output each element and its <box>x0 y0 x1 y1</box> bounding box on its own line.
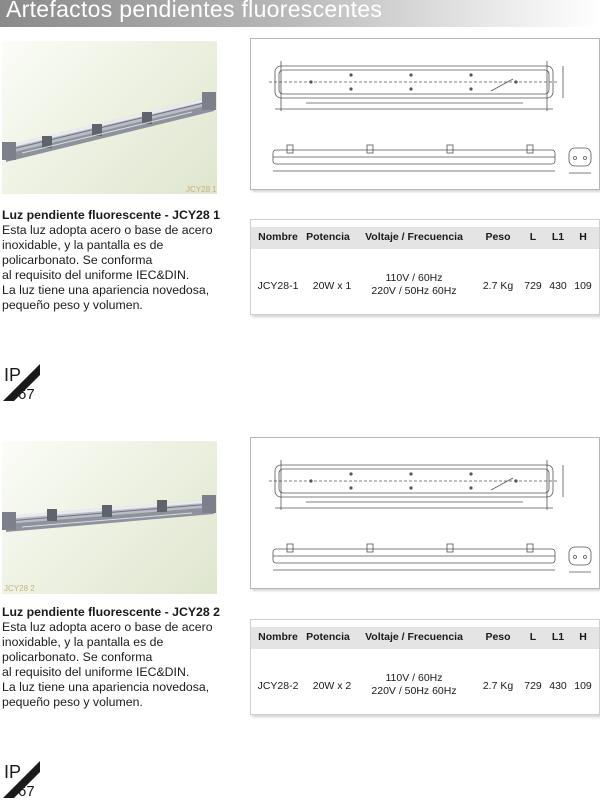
header-h: H <box>579 631 587 643</box>
cell-l1: 430 <box>549 280 567 292</box>
header-banner <box>0 0 600 27</box>
spec-table <box>250 219 600 315</box>
ip-rating-icon <box>3 761 40 798</box>
description-line: inoxidable, y la pantalla es de <box>2 238 164 252</box>
spec-table <box>250 619 600 715</box>
svg-text:IP: IP <box>4 365 22 385</box>
fixture-dimension-drawing <box>251 438 599 588</box>
product-title: Luz pendiente fluorescente - JCY28 2 <box>2 605 220 619</box>
header-peso: Peso <box>485 631 511 643</box>
svg-text:67: 67 <box>18 386 35 401</box>
header-voltaje: Voltaje / Frecuencia <box>365 631 463 643</box>
header-voltaje: Voltaje / Frecuencia <box>365 231 463 243</box>
spec-table-header <box>251 627 599 649</box>
cell-l: 729 <box>524 280 542 292</box>
header-potencia: Potencia <box>306 231 350 243</box>
product-photo <box>2 41 217 194</box>
cell-h: 109 <box>574 280 592 292</box>
cell-voltaje-2: 220V / 50Hz 60Hz <box>371 285 457 297</box>
ip67-badge <box>3 364 40 401</box>
ip67-badge <box>3 761 40 798</box>
description-line: pequeño peso y volumen. <box>2 298 143 312</box>
description-line: policarbonato. Se conforma <box>2 650 153 664</box>
description-line: La luz tiene una apariencia novedosa, <box>2 283 210 297</box>
spec-table-header <box>251 227 599 249</box>
page-title: Artefactos pendientes fluorescentes <box>6 0 383 22</box>
header-nombre: Nombre <box>258 231 298 243</box>
header-l: L <box>529 631 537 643</box>
ip-rating-icon <box>3 364 40 401</box>
header-peso: Peso <box>485 231 511 243</box>
header-l: L <box>529 231 537 243</box>
svg-text:67: 67 <box>18 783 35 798</box>
photo-caption: JCY28 2 <box>4 584 35 593</box>
description-line: inoxidable, y la pantalla es de <box>2 635 164 649</box>
product-description <box>2 208 252 313</box>
product-title: Luz pendiente fluorescente - JCY28 1 <box>2 208 220 222</box>
technical-drawing <box>250 437 600 589</box>
cell-voltaje-1: 110V / 60Hz <box>385 272 443 284</box>
cell-nombre: JCY28-1 <box>257 280 299 292</box>
header-l1: L1 <box>551 231 565 243</box>
cell-l: 729 <box>524 680 542 692</box>
header-potencia: Potencia <box>306 631 350 643</box>
cell-nombre: JCY28-2 <box>257 680 299 692</box>
header-h: H <box>579 231 587 243</box>
cell-peso: 2.7 Kg <box>482 280 514 292</box>
description-line: policarbonato. Se conforma <box>2 253 153 267</box>
cell-voltaje-2: 220V / 50Hz 60Hz <box>371 685 457 697</box>
cell-l1: 430 <box>549 680 567 692</box>
description-line: Esta luz adopta acero o base de acero <box>2 620 213 634</box>
fluorescent-fixture-image <box>2 441 217 594</box>
cell-potencia: 20W x 2 <box>312 680 352 692</box>
cell-voltaje-1: 110V / 60Hz <box>385 672 443 684</box>
description-line: pequeño peso y volumen. <box>2 695 143 709</box>
svg-text:IP: IP <box>4 762 22 782</box>
cell-potencia: 20W x 1 <box>312 280 352 292</box>
description-line: al requisito del uniforme IEC&DIN. <box>2 665 190 679</box>
fluorescent-fixture-image <box>2 41 217 194</box>
technical-drawing <box>250 38 600 190</box>
photo-caption: JCY28 1 <box>186 185 217 194</box>
description-line: La luz tiene una apariencia novedosa, <box>2 680 210 694</box>
cell-h: 109 <box>574 680 592 692</box>
header-nombre: Nombre <box>258 631 298 643</box>
product-photo <box>2 441 217 594</box>
description-line: al requisito del uniforme IEC&DIN. <box>2 268 190 282</box>
header-l1: L1 <box>551 631 565 643</box>
product-description <box>2 605 252 710</box>
description-line: Esta luz adopta acero o base de acero <box>2 223 213 237</box>
fixture-dimension-drawing <box>251 39 599 189</box>
cell-peso: 2.7 Kg <box>482 680 514 692</box>
